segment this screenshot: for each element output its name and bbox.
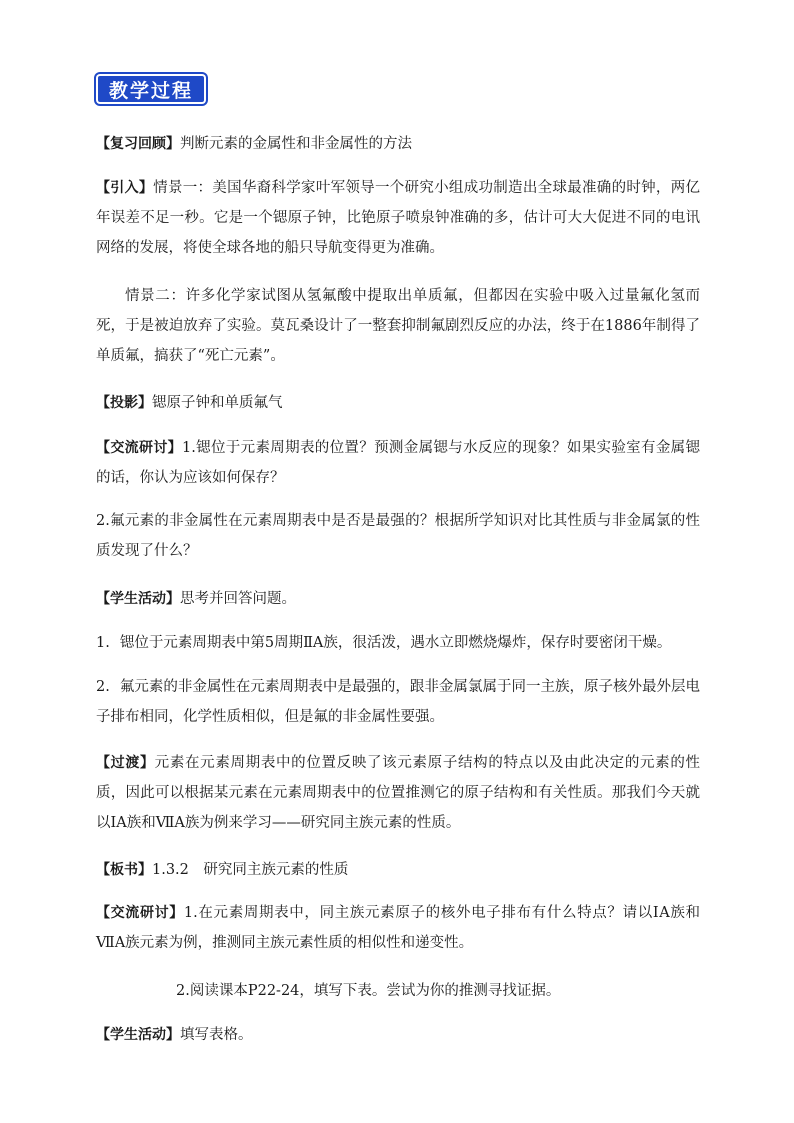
tag-board: 【板书】 bbox=[96, 862, 152, 878]
paragraph-discussion-3 bbox=[96, 898, 700, 958]
paragraph-answer-1 bbox=[96, 628, 700, 658]
answer-2-number: 2. bbox=[96, 679, 110, 695]
paragraph-discussion-2 bbox=[96, 506, 700, 566]
paragraph-transition bbox=[96, 748, 700, 838]
paragraph-student-activity-2 bbox=[96, 1020, 700, 1050]
tag-transition: 【过渡】 bbox=[96, 755, 155, 771]
tag-review: 【复习回顾】 bbox=[96, 136, 180, 152]
text-projection: 锶原子钟和单质氟气 bbox=[152, 395, 283, 411]
paragraph-projection bbox=[96, 388, 700, 418]
answer-2-text: 氟元素的非金属性在元素周期表中是最强的，跟非金属氯属于同一主族，原子核外最外层电子排布相同，化学性质相似，但是氟的非金属性要强。 bbox=[96, 679, 700, 725]
tag-discussion-3: 【交流研讨】 bbox=[96, 905, 184, 921]
answer-1-text: 锶位于元素周期表中第5周期ⅡA族，很活泼，遇水立即燃烧爆炸，保存时要密闭干燥。 bbox=[119, 635, 672, 651]
paragraph-scene-two bbox=[96, 281, 700, 371]
text-discussion-2: 2.氟元素的非金属性在元素周期表中是否是最强的？根据所学知识对比其性质与非金属氯的性质发现了什么？ bbox=[96, 513, 700, 559]
tag-student-activity-2: 【学生活动】 bbox=[96, 1027, 180, 1043]
text-transition: 元素在元素周期表中的位置反映了该元素原子结构的特点以及由此决定的元素的性质，因此可以根据某元素在元素周期表中的位置推测它的原子结构和有关性质。那我们今天就以ⅠA族和ⅦA族为例来学习——研究同主族元素的性质。 bbox=[96, 755, 701, 831]
text-board: 1.3.2 研究同主族元素的性质 bbox=[152, 862, 349, 878]
paragraph-discussion-1 bbox=[96, 433, 700, 493]
paragraph-board bbox=[96, 855, 700, 885]
tag-projection: 【投影】 bbox=[96, 395, 152, 411]
text-review: 判断元素的金属性和非金属性的方法 bbox=[180, 136, 412, 152]
section-title-badge bbox=[96, 74, 206, 104]
text-scene-two: 情景二：许多化学家试图从氢氟酸中提取出单质氟，但都因在实验中吸入过量氟化氢而死，于是被迫放弃了实验。莫瓦桑设计了一整套抑制氟剧烈反应的办法，终于在1886年制得了单质氟，搞获了“死亡元素”。 bbox=[96, 288, 700, 364]
answer-1-number: 1. bbox=[96, 635, 110, 651]
tag-intro: 【引入】 bbox=[96, 180, 154, 196]
tag-discussion-1: 【交流研讨】 bbox=[96, 440, 182, 456]
paragraph-answer-2 bbox=[96, 672, 700, 732]
text-student-activity-1: 思考并回答问题。 bbox=[180, 591, 296, 607]
paragraph-reading-task bbox=[176, 976, 700, 1006]
paragraph-intro bbox=[96, 173, 700, 263]
text-discussion-1: 1.锶位于元素周期表的位置？预测金属锶与水反应的现象？如果实验室有金属锶的话，你认为应该如何保存？ bbox=[96, 440, 700, 486]
paragraph-student-activity-1 bbox=[96, 584, 700, 614]
section-title: 教学过程 bbox=[108, 79, 193, 102]
text-student-activity-2: 填写表格。 bbox=[180, 1027, 253, 1043]
paragraph-review bbox=[96, 129, 700, 159]
text-reading-task: 2.阅读课本P22-24，填写下表。尝试为你的推测寻找证据。 bbox=[176, 983, 561, 999]
text-intro: 情景一：美国华裔科学家叶军领导一个研究小组成功制造出全球最准确的时钟，两亿年误差不足一秒。它是一个锶原子钟，比铯原子喷泉钟准确的多，估计可大大促进不同的电讯网络的发展，将使全球各地的船只导航变得更为准确。 bbox=[96, 180, 701, 256]
tag-student-activity-1: 【学生活动】 bbox=[96, 591, 180, 607]
text-discussion-3: 1.在元素周期表中，同主族元素原子的核外电子排布有什么特点？请以ⅠA族和ⅦA族元素为例，推测同主族元素性质的相似性和递变性。 bbox=[96, 905, 701, 951]
